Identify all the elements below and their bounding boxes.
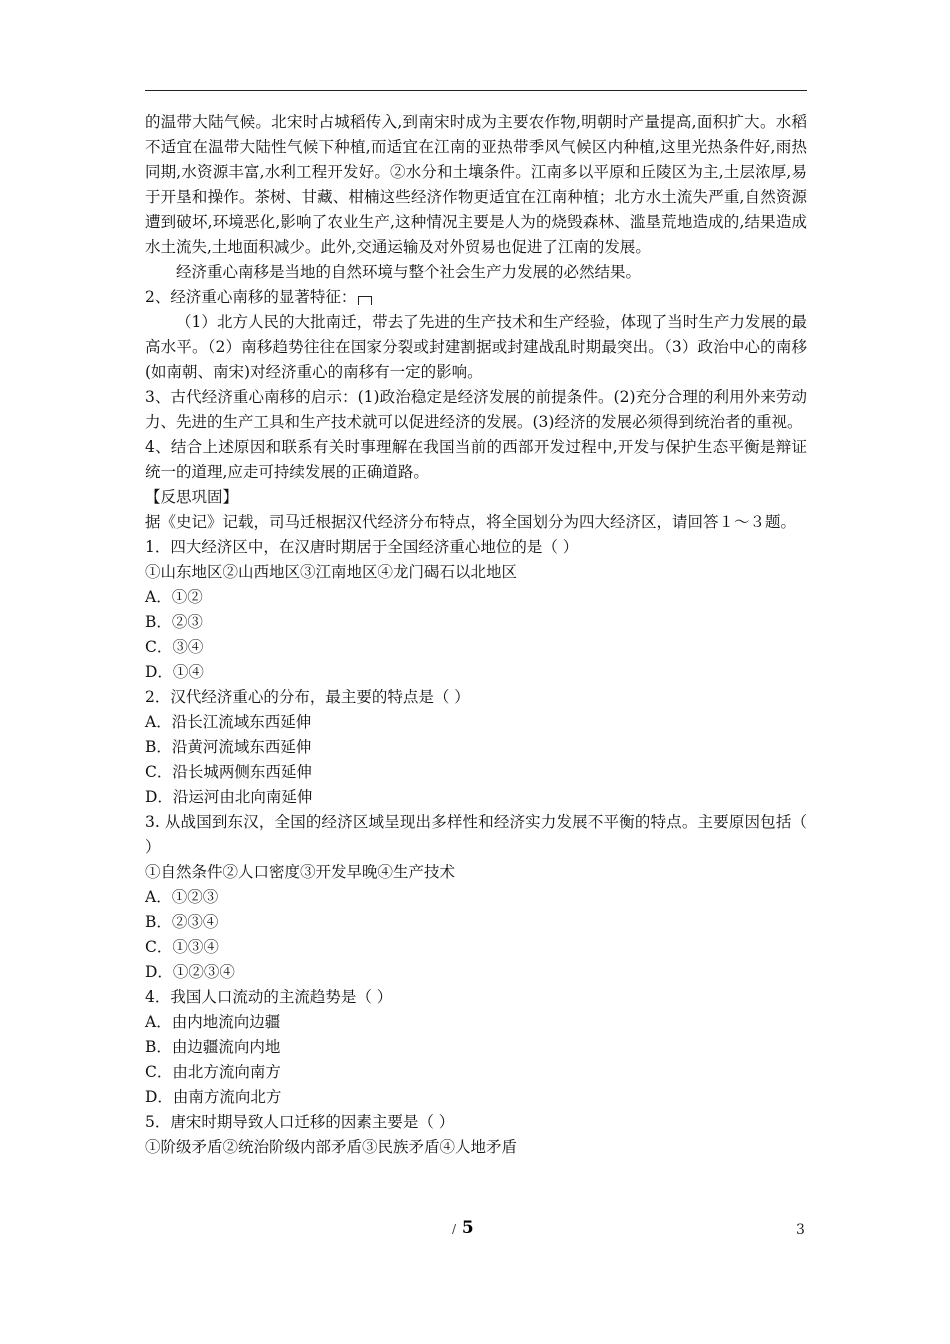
question-options-line: ①阶级矛盾②统治阶级内部矛盾③民族矛盾④人地矛盾 (145, 1138, 518, 1156)
choice-a: A．沿长江流域东西延伸 (145, 713, 312, 731)
page-total-slash: / (452, 1222, 457, 1236)
choice-c: C．①③④ (145, 938, 219, 956)
choice-a: A．由内地流向边疆 (145, 1013, 281, 1031)
section-3: 3、古代经济重心南移的启示：(1)政治稳定是经济发展的前提条件。(2)充分合理的利用外来劳动力、先进的生产工具和生产技术就可以促进经济的发展。(3)经济的发展必须得到统治者的重视。 (145, 388, 807, 431)
questions-intro: 据《史记》记载，司马迁根据汉代经济分布特点，将全国划分为四大经济区，请回答１～３题。 (145, 513, 797, 531)
choice-c: C．沿长城两侧东西延伸 (145, 763, 312, 781)
question-options-line: ①自然条件②人口密度③开发早晚④生产技术 (145, 863, 456, 881)
section-2-title-text: 2、经济重心南移的显著特征： (145, 288, 357, 306)
section-2-text: （1）北方人民的大批南迁，带去了先进的生产技术和生产经验，体现了当时生产力发展的最高水平。（2）南移趋势往往在国家分裂或封建割据或封建战乱时期最突出。（3）政治中心的南移(如南朝、南宋)对经济重心的南移有一定的影响。 (145, 313, 807, 381)
choice-b: B．由边疆流向内地 (145, 1038, 281, 1056)
choice-d: D．由南方流向北方 (145, 1088, 282, 1106)
paragraph-conclusion: 经济重心南移是当地的自然环境与整个社会生产力发展的必然结果。 (176, 263, 642, 281)
choice-b: B．②③④ (145, 913, 219, 931)
choice-c: C．由北方流向南方 (145, 1063, 281, 1081)
question-stem: 2．汉代经济重心的分布，最主要的特点是（ ） (145, 688, 470, 706)
question-1 (145, 535, 807, 685)
page-number: 3 (796, 1222, 805, 1238)
choice-b: B．②③ (145, 613, 203, 631)
paragraph-climate: 的温带大陆气候。北宋时占城稻传入,到南宋时成为主要农作物,明朝时产量提高,面积扩大。水稻不适宜在温带大陆性气候下种植,而适宜在江南的亚热带季风气候区内种植,这里光热条件好,雨热同期,水资源丰富,水利工程开发好。②水分和土壤条件。江南多以平原和丘陵区为主,土层浓厚,易于开垦和操作。茶树、甘藏、柑楠这些经济作物更适宜在江南种植；北方水土流失严重,自然资源遭到破坏,环境恶化,影响了农业生产,这种情况主要是人为的烧毁森林、滥垦荒地造成的,结果造成水土流失,土地面积减少。此外,交通运输及对外贸易也促进了江南的发展。 (145, 113, 807, 256)
choice-d: D．沿运河由北向南延伸 (145, 788, 313, 806)
page-total-count: 5 (461, 1218, 474, 1238)
bracket-mark-icon (358, 296, 372, 305)
question-stem: 1．四大经济区中，在汉唐时期居于全国经济重心地位的是（ ） (145, 538, 579, 556)
question-options-line: ①山东地区②山西地区③江南地区④龙门碣石以北地区 (145, 563, 518, 581)
choice-d: D．①④ (145, 663, 204, 681)
reflect-heading: 【反思巩固】 (145, 488, 239, 506)
question-3 (145, 810, 807, 985)
choice-a: A．①② (145, 588, 203, 606)
page-total (452, 1218, 474, 1238)
question-5 (145, 1110, 807, 1160)
choice-d: D．①②③④ (145, 963, 235, 981)
document-body (145, 110, 807, 1160)
question-stem: 5．唐宋时期导致人口迁移的因素主要是（ ） (145, 1113, 455, 1131)
question-2 (145, 685, 807, 810)
header-rule (145, 90, 807, 91)
section-4: 4、结合上述原因和联系有关时事理解在我国当前的西部开发过程中,开发与保护生态平衡是辩证统一的道理,应走可持续发展的正确道路。 (145, 438, 807, 481)
question-4 (145, 985, 807, 1110)
choice-c: C．③④ (145, 638, 204, 656)
question-stem: 4．我国人口流动的主流趋势是（ ） (145, 988, 393, 1006)
question-stem: 3. 从战国到东汉，全国的经济区域呈现出多样性和经济实力发展不平衡的特点。主要原因包括（ ） (145, 813, 807, 856)
choice-a: A．①②③ (145, 888, 219, 906)
choice-b: B．沿黄河流域东西延伸 (145, 738, 312, 756)
section-2-title (145, 285, 807, 310)
